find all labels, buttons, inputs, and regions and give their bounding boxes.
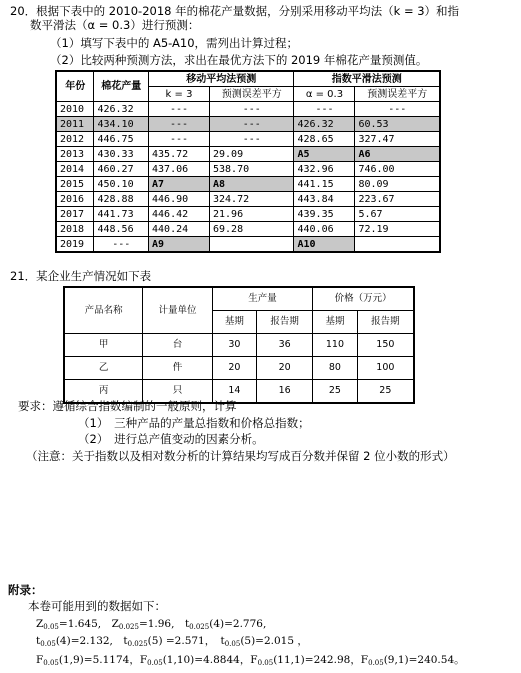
cell-year: 2018: [56, 222, 94, 237]
cell-year: 2019: [56, 237, 94, 253]
header-exp-smoothing: 指数平滑法预测: [294, 71, 440, 87]
cell-ma: 446.90: [149, 192, 210, 207]
q20-item1: （1）填写下表中的 A5-A10，需列出计算过程；: [50, 36, 299, 50]
cell-base-price: 25: [313, 380, 358, 404]
q21-requirement: 要求：遵循综合指数编制的一般原则，计算: [18, 399, 237, 413]
table-row: [56, 177, 440, 192]
cell-output: 434.10: [94, 117, 149, 132]
header-ma-error: 预测误差平方: [209, 87, 294, 102]
cell-es-err: ---: [355, 102, 440, 117]
appendix-intro: 本卷可能用到的数据如下：: [28, 599, 166, 613]
cell-output: 441.73: [94, 207, 149, 222]
cell-year: 2015: [56, 177, 94, 192]
header-base-price: 基期: [313, 311, 358, 334]
cell-ma: ---: [149, 102, 210, 117]
table-row: [56, 117, 440, 132]
cell-ma: 440.24: [149, 222, 210, 237]
q20-line2: 数平滑法（α = 0.3）进行预测：: [30, 18, 200, 32]
cell-es: 432.96: [294, 162, 355, 177]
cell-output: 460.27: [94, 162, 149, 177]
cell-year: 2010: [56, 102, 94, 117]
cell-ma-err-a8: A8: [209, 177, 294, 192]
cell-ma: 437.06: [149, 162, 210, 177]
cell-es: 440.06: [294, 222, 355, 237]
cell-ma-err: ---: [209, 132, 294, 147]
cell-base-price: 80: [313, 357, 358, 380]
cell-es-err: 327.47: [355, 132, 440, 147]
table-row: [56, 192, 440, 207]
cell-report-qty: 16: [257, 380, 313, 404]
appendix-line2: [36, 633, 308, 648]
table-row: [56, 237, 440, 253]
header-report-price: 报告期: [357, 311, 414, 334]
cell-ma: ---: [149, 117, 210, 132]
cell-report-price: 100: [357, 357, 414, 380]
cell-year: 2014: [56, 162, 94, 177]
header-base-qty: 基期: [212, 311, 256, 334]
cell-es: ---: [294, 102, 355, 117]
header-output: 棉花产量: [94, 71, 149, 102]
table-row: [56, 102, 440, 117]
header-unit: 计量单位: [143, 287, 213, 334]
cell-ma-err: [209, 237, 294, 253]
header-price: 价格（万元）: [313, 287, 414, 311]
cell-report-price: 25: [357, 380, 414, 404]
q21-req-item1: （1） 三种产品的产量总指数和价格总指数；: [78, 416, 310, 430]
cell-report-price: 150: [357, 334, 414, 357]
cell-year: 2016: [56, 192, 94, 207]
cell-es-err: 80.09: [355, 177, 440, 192]
cell-ma-err: 324.72: [209, 192, 294, 207]
cell-es: 426.32: [294, 117, 355, 132]
cell-es-a10: A10: [294, 237, 355, 253]
cell-output: 446.75: [94, 132, 149, 147]
header-report-qty: 报告期: [257, 311, 313, 334]
table-row: [56, 162, 440, 177]
cell-ma-a7: A7: [149, 177, 210, 192]
cell-es-err: 72.19: [355, 222, 440, 237]
cell-es-err: [355, 237, 440, 253]
cell-year: 2012: [56, 132, 94, 147]
table-row: [56, 222, 440, 237]
cell-es: 443.84: [294, 192, 355, 207]
cell-base-price: 110: [313, 334, 358, 357]
header-product-name: 产品名称: [64, 287, 143, 334]
table-row: [56, 132, 440, 147]
table-row: [64, 357, 414, 380]
appendix-line1-text: $Z_{0.05}=1.645$, $Z_{0.025}=1.96$, $t_{0.025}(4)=2.776$,: [36, 618, 267, 631]
q20-line1: 20．根据下表中的 2010-2018 年的棉花产量数据，分别采用移动平均法（k = 3）和指: [10, 4, 460, 18]
cell-es: 439.35: [294, 207, 355, 222]
cell-ma-err: 538.70: [209, 162, 294, 177]
cell-unit: 只: [143, 380, 213, 404]
table-row: [64, 334, 414, 357]
cell-product: 丙: [64, 380, 143, 404]
cell-ma: 435.72: [149, 147, 210, 162]
cell-es-err: 60.53: [355, 117, 440, 132]
cell-year: 2013: [56, 147, 94, 162]
cell-base-qty: 14: [212, 380, 256, 404]
cell-es-err: 746.00: [355, 162, 440, 177]
cell-base-qty: 30: [212, 334, 256, 357]
cell-report-qty: 36: [257, 334, 313, 357]
cell-ma-err: ---: [209, 117, 294, 132]
cell-es-err: 223.67: [355, 192, 440, 207]
q21-note: （注意：关于指数以及相对数分析的计算结果均写成百分数并保留 2 位小数的形式）: [26, 449, 455, 463]
cell-ma-err: 21.96: [209, 207, 294, 222]
q21-title: 21．某企业生产情况如下表: [10, 269, 152, 283]
cell-unit: 件: [143, 357, 213, 380]
cell-ma-err: 69.28: [209, 222, 294, 237]
cell-output: 430.33: [94, 147, 149, 162]
production-table: [63, 286, 415, 404]
header-alpha: α = 0.3: [294, 87, 355, 102]
cell-es: 428.65: [294, 132, 355, 147]
header-production: 生产量: [212, 287, 312, 311]
appendix-line3: [36, 652, 465, 667]
cell-product: 乙: [64, 357, 143, 380]
appendix-line1: [36, 616, 266, 631]
cell-product: 甲: [64, 334, 143, 357]
cell-year: 2017: [56, 207, 94, 222]
header-es-error: 预测误差平方: [355, 87, 440, 102]
cell-output: 428.88: [94, 192, 149, 207]
cell-base-qty: 20: [212, 357, 256, 380]
header-moving-average: 移动平均法预测: [149, 71, 294, 87]
cell-es-err: 5.67: [355, 207, 440, 222]
cell-unit: 台: [143, 334, 213, 357]
header-k: k = 3: [149, 87, 210, 102]
cell-es-a5: A5: [294, 147, 355, 162]
cotton-forecast-table: [55, 70, 441, 253]
cell-ma-a9: A9: [149, 237, 210, 253]
appendix-line3-text: $F_{0.05}(1,9)=5.1174$，$F_{0.05}(1,10)=4.8844$，$F_{0.05}(11,1)=242.98$，$F_{0.05}(9,1)=240.54$。: [36, 654, 465, 667]
cell-report-qty: 20: [257, 357, 313, 380]
cell-output: ---: [94, 237, 149, 253]
cell-es: 441.15: [294, 177, 355, 192]
table-row: [56, 207, 440, 222]
cell-ma: 446.42: [149, 207, 210, 222]
cell-output: 448.56: [94, 222, 149, 237]
cell-ma-err: 29.09: [209, 147, 294, 162]
header-year: 年份: [56, 71, 94, 102]
cell-output: 450.10: [94, 177, 149, 192]
cell-year: 2011: [56, 117, 94, 132]
appendix-line2-text: $t_{0.05}(4)=2.132$, $t_{0.025}(5) =2.571$， $t_{0.05}(5)=2.015$ ，: [36, 635, 308, 648]
table-row: [56, 147, 440, 162]
appendix-title: 附录：: [8, 583, 43, 597]
q20-item2: （2）比较两种预测方法，求出在最优方法下的 2019 年棉花产量预测值。: [50, 53, 428, 67]
q21-req-item2: （2） 进行总产值变动的因素分析。: [78, 432, 264, 446]
cell-output: 426.32: [94, 102, 149, 117]
cell-es-err-a6: A6: [355, 147, 440, 162]
cell-ma: ---: [149, 132, 210, 147]
cell-ma-err: ---: [209, 102, 294, 117]
